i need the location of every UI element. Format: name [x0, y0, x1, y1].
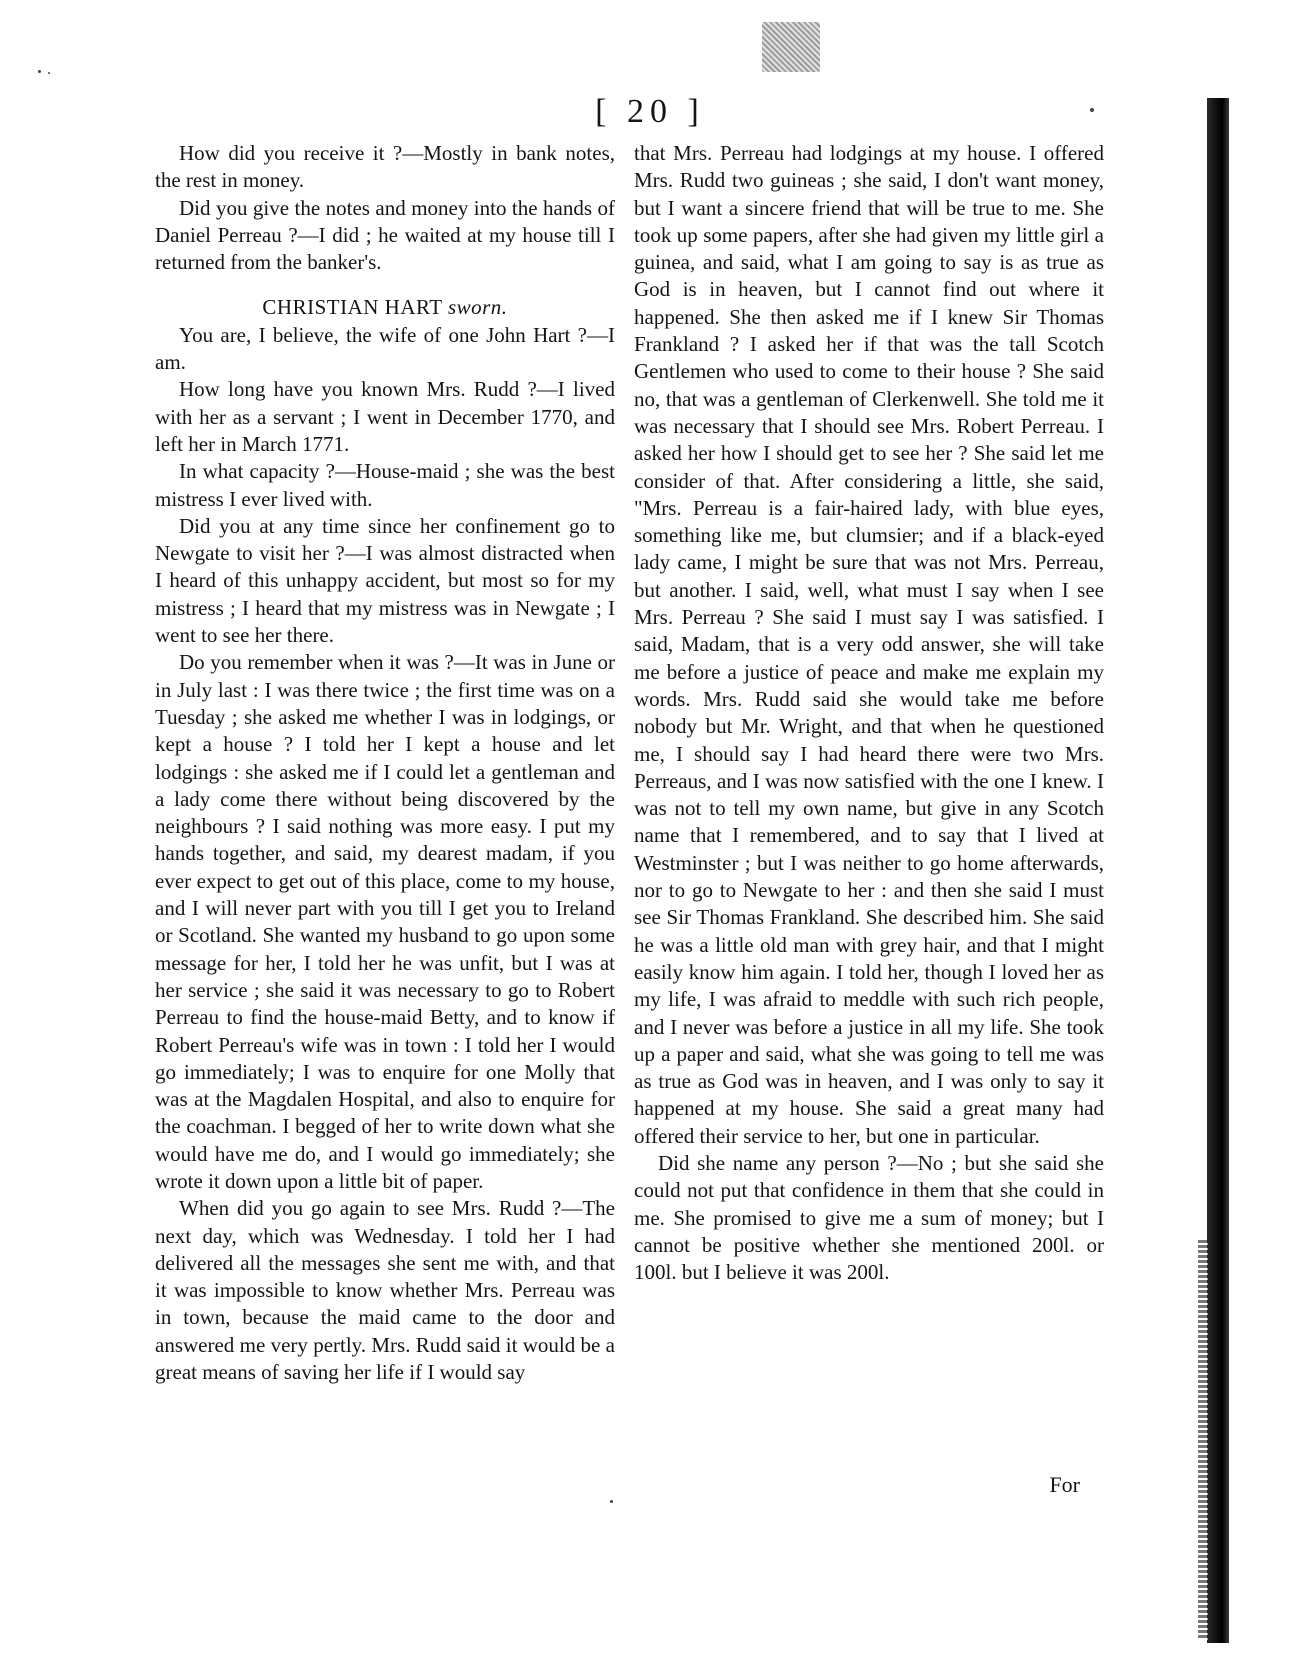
- paragraph: Did you give the notes and money into the hands of Daniel Perreau ?—I did ; he waited at my house till I returned from the banker's.: [155, 195, 615, 275]
- paragraph: How did you receive it ?—Mostly in bank notes, the rest in money.: [155, 141, 615, 193]
- paragraph: Did she name any person ?—No ; but she said she could not put that confidence in them that she could in me. She promised to give me a sum of money; but I cannot be positive whether she mentioned 200l. or 100l. but I believe it was 200l.: [634, 1150, 1104, 1285]
- binding-edge: [1198, 1240, 1208, 1640]
- page-number: [ 20 ]: [595, 93, 705, 130]
- speck: [48, 72, 50, 74]
- paragraph: that Mrs. Perreau had lodgings at my house. I offered Mrs. Rudd two guineas ; she said, I don't want money, but I want a sincere friend that will be true to me. She took up some papers, after she had given my little girl a guinea, and said, what I am going to say is as true as God is in heaven, but I cannot find out where it happened. She then asked me if I knew Sir Thomas Frankland ? I asked her if that was the tall Scotch Gentlemen who used to come to their house ? She said no, that was a gentleman of Clerkenwell. She told me it was necessary that I should see Mrs. Robert Perreau. I asked her how I should get to see her ? She said let me consider of that. After considering a little, she said, "Mrs. Perreau is a fair-haired lady, with blue eyes, something like me, but clumsier; and if a black-eyed lady came, I might be sure that was not Mrs. Perreau, but another. I said, well, what must I say when I see Mrs. Perreau ? She said I must say I was satisfied. I said, Madam, that is a very odd answer, she will take me before a justice of peace and make me explain my words. Mrs. Rudd said she would take me before nobody but Mr. Wright, and that when he questioned me, I should say I had heard there were two Mrs. Perreaus, and I was now satisfied with the one I knew. I was not to tell my own name, but give in any Scotch name that I remembered, and to say that I lived at Westminster ; but I was neither to go home afterwards, nor to go to Newgate to her : and then she said I must see Sir Thomas Frankland. She described him. She said he was a little old man with grey hair, and that I might easily know him again. I told her, though I loved her as my life, I was afraid to meddle with such rich people, and I never was before a justice in all my life. She took up a paper and said, what she was going to tell me was as true as God was in heaven, and I was only to say it happened at my house. She said a great many had offered their service to her, but one in particular.: [634, 141, 1104, 1148]
- paragraph: You are, I believe, the wife of one John Hart ?—I am.: [155, 322, 615, 375]
- speck: [1090, 108, 1094, 112]
- speck: [610, 1500, 613, 1503]
- paragraph: Do you remember when it was ?—It was in June or in July last : I was there twice ; the first time was on a Tuesday ; she asked me whether I was in lodgings, or kept a house ? I told her I kept a house and let lodgings : she asked me if I could let a gentleman and a lady come there without being discovered by the neighbours ? I said nothing was more easy. I put my hands together, and said, my dearest madam, if you ever expect to get out of this place, come to my house, and I will never part with you till I get you to Ireland or Scotland. She wanted my husband to go upon some message for her, I told her he was unfit, but I was at her service ; she said it was necessary to go to Robert Perreau to find the house-maid Betty, and to know if Robert Perreau's wife was in town : I told her I would go immediately; I was to enquire for one Molly that was at the Magdalen Hospital, and also to enquire for the coachman. I begged of her to write down what she would have me do, and I would go immediately; she wrote it down upon a little bit of paper.: [155, 650, 615, 1193]
- right-column: [634, 140, 1104, 1286]
- left-column: [155, 140, 615, 1386]
- paragraph: When did you go again to see Mrs. Rudd ?—The next day, which was Wednesday. I told her I had delivered all the messages she sent me with, and that it was impossible to know whether Mrs. Perreau was in town, because the maid came to the door and answered me very pertly. Mrs. Rudd said it would be a great means of saving her life if I would say: [155, 1196, 615, 1385]
- binding-shadow: [1207, 98, 1229, 1643]
- paragraph: How long have you known Mrs. Rudd ?—I lived with her as a servant ; I went in December 1770, and left her in March 1771.: [155, 377, 615, 456]
- witness-name: CHRISTIAN HART: [262, 295, 443, 320]
- library-stamp: [762, 22, 820, 72]
- witness-heading: [155, 294, 615, 321]
- catchword: For: [1049, 1472, 1080, 1497]
- speck: [38, 70, 41, 73]
- paragraph: Did you at any time since her confinement go to Newgate to visit her ?—I was almost distracted when I heard of this unhappy accident, but most so for my mistress ; I heard that my mistress was in Newgate ; I went to see her there.: [155, 513, 615, 648]
- paragraph: In what capacity ?—House-maid ; she was the best mistress I ever lived with.: [155, 459, 615, 511]
- witness-suffix: sworn.: [447, 295, 508, 320]
